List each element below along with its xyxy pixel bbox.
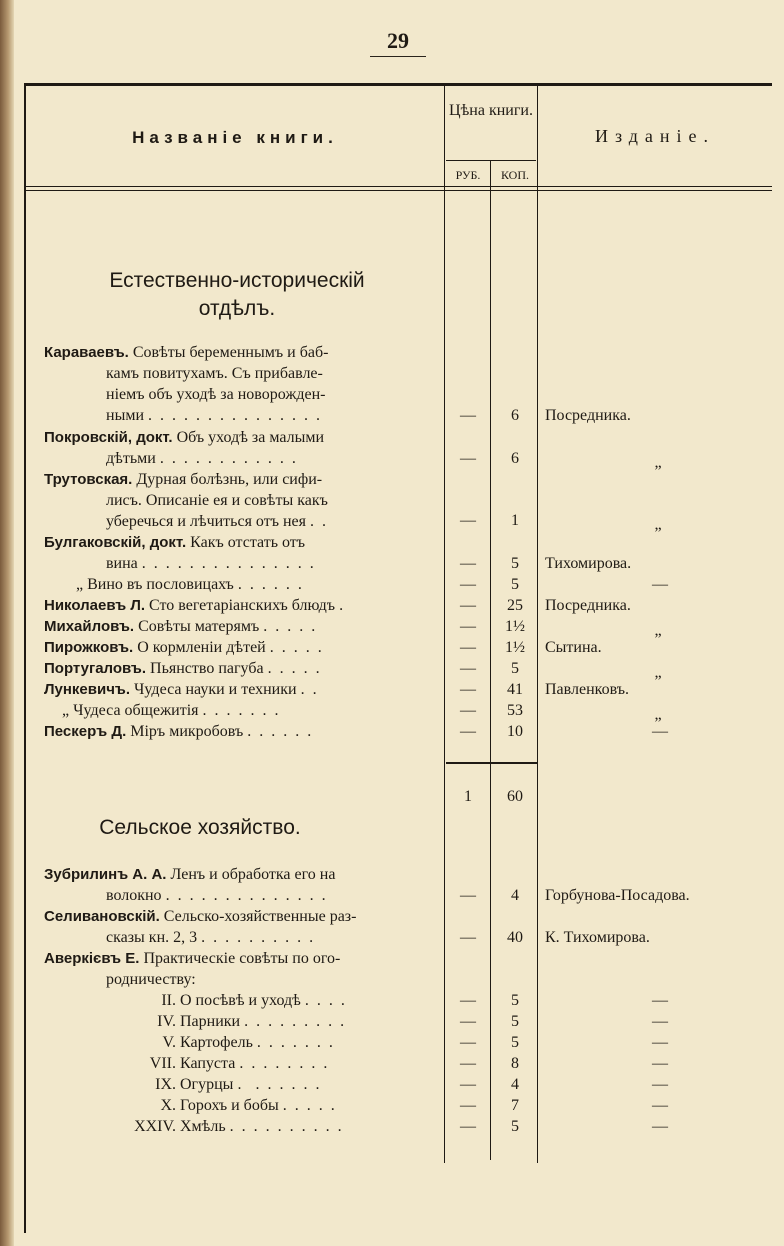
price-rub: —	[460, 618, 476, 635]
section-title-line1: Естественно-историческій	[109, 269, 365, 292]
publisher: —	[652, 1118, 668, 1135]
price-rub: —	[460, 450, 476, 467]
price-kop: 1	[511, 512, 519, 529]
list-item-trutovskaya: Трутовская. Дурная болѣзнь, или сифи- лисъ. Описаніе ея и совѣты какъ уберечься и лѣчиться отъ нея . .	[44, 471, 328, 530]
sub-item-row: XXIV. Хмѣль . . . . . . . . . .	[134, 1118, 344, 1135]
publisher: —	[652, 723, 668, 740]
publisher: „	[654, 706, 662, 723]
column-header-kop: КОП.	[500, 168, 530, 182]
price-rub: —	[460, 992, 476, 1009]
price-rub: —	[460, 639, 476, 656]
section-title-line2: отдѣлъ.	[198, 297, 276, 320]
price-kop: 41	[507, 681, 523, 698]
price-kop: 5	[511, 660, 519, 677]
sub-item-row: X. Горохъ и бобы . . . . .	[160, 1097, 337, 1114]
publisher: „	[654, 664, 662, 681]
publisher: К. Тихомирова.	[545, 929, 650, 946]
list-item-bulgakovsky: Булгаковскій, докт. Какъ отстать отъ вина . . . . . . . . . . . . . . .	[44, 534, 316, 572]
price-rub: —	[460, 702, 476, 719]
table-top-rule	[24, 83, 772, 86]
price-kop: 7	[511, 1097, 519, 1114]
price-rub: —	[460, 929, 476, 946]
price-kop: 1½	[505, 639, 525, 656]
price-kop: 40	[507, 929, 523, 946]
list-item-pirozhkov: Пирожковъ. О кормленіи дѣтей . . . . .	[44, 639, 324, 656]
column-rule-rub	[490, 160, 491, 1160]
table-left-rule	[24, 83, 26, 1233]
publisher: Павленковъ.	[545, 681, 630, 698]
price-kop: 5	[511, 576, 519, 593]
section-total-kop: 60	[507, 788, 523, 805]
publisher: Тихомирова.	[545, 555, 632, 572]
publisher: —	[652, 1097, 668, 1114]
price-kop: 4	[511, 887, 519, 904]
list-item-selivanovsky: Селивановскій. Сельско-хозяйственные раз- сказы кн. 2, 3 . . . . . . . . . .	[44, 908, 357, 946]
price-kop: 5	[511, 1034, 519, 1051]
price-rub: —	[460, 681, 476, 698]
price-kop: 4	[511, 1076, 519, 1093]
list-item-lunkevich: Лункевичъ. Чудеса науки и техники . .	[44, 681, 319, 698]
price-rub: —	[460, 1034, 476, 1051]
price-subheader-rule	[446, 160, 536, 161]
publisher: —	[652, 1034, 668, 1051]
list-item-pesker: Пескеръ Д. Міръ микробовъ . . . . . .	[44, 723, 314, 740]
section-total-rule	[446, 762, 537, 764]
sub-item-row: VII. Капуста . . . . . . . .	[149, 1055, 330, 1072]
column-rule-title	[444, 83, 445, 1163]
price-rub: —	[460, 555, 476, 572]
price-rub: —	[460, 723, 476, 740]
table-header-bottom-rule-2	[24, 190, 772, 191]
list-item-karavaev: Караваевъ. Совѣты беременнымъ и баб- камъ повитухамъ. Съ прибавле- ніемъ объ уходѣ за новорожден- ными . . . . . . . . . . . . . . .	[44, 344, 329, 424]
table-header-bottom-rule	[24, 186, 772, 187]
price-rub: —	[460, 407, 476, 424]
sub-item-row: V. Картофель . . . . . . .	[162, 1034, 335, 1051]
section-title-natural-history	[30, 267, 444, 323]
price-rub: —	[460, 1118, 476, 1135]
section-title-agriculture: Сельское хозяйство.	[99, 816, 301, 839]
price-rub: —	[460, 1013, 476, 1030]
price-kop: 5	[511, 1013, 519, 1030]
publisher: —	[652, 1076, 668, 1093]
publisher: Горбунова-Посадова.	[545, 887, 690, 904]
publisher: Посредника.	[545, 407, 631, 424]
publisher: —	[652, 1013, 668, 1030]
sub-item-row: IV. Парники . . . . . . . . .	[157, 1013, 347, 1030]
publisher: —	[652, 992, 668, 1009]
price-kop: 1½	[505, 618, 525, 635]
publisher: „	[654, 454, 662, 471]
publisher: „	[654, 622, 662, 639]
list-item-nikolaev: Николаевъ Л. Сто вегетаріанскихъ блюдъ .	[44, 597, 346, 614]
list-item-mikhailov: Михайловъ. Совѣты матерямъ . . . . .	[44, 618, 318, 635]
price-rub: —	[460, 512, 476, 529]
price-kop: 6	[511, 450, 519, 467]
price-rub: —	[460, 576, 476, 593]
column-header-rub: РУБ.	[455, 168, 481, 182]
sub-item-row: II. О посѣвѣ и уходѣ . . . .	[161, 992, 347, 1009]
column-header-title: Названіе книги.	[132, 128, 338, 147]
column-header-publisher: Изданіе.	[594, 126, 716, 146]
list-item-averkiev: Аверкієвъ Е. Практическіе совѣты по ого- родничеству:	[44, 950, 341, 988]
publisher: —	[652, 576, 668, 593]
price-rub: —	[460, 1076, 476, 1093]
price-kop: 5	[511, 992, 519, 1009]
price-kop: 10	[507, 723, 523, 740]
column-rule-kop	[537, 83, 538, 1163]
price-rub: —	[460, 887, 476, 904]
list-item-pokrovsky: Покровскій, докт. Объ уходѣ за малыми дѣтьми . . . . . . . . . . . .	[44, 429, 325, 467]
publisher: Сытина.	[545, 639, 602, 656]
price-kop: 25	[507, 597, 523, 614]
book-spine-edge	[0, 0, 14, 1246]
price-rub: —	[460, 1055, 476, 1072]
price-kop: 6	[511, 407, 519, 424]
price-kop: 8	[511, 1055, 519, 1072]
price-rub: —	[460, 660, 476, 677]
list-item-portugalov: Португаловъ. Пьянство пагуба . . . . .	[44, 660, 322, 677]
price-rub: —	[460, 597, 476, 614]
publisher: „	[654, 516, 662, 533]
publisher: —	[652, 1055, 668, 1072]
column-header-price: Цѣна книги.	[449, 102, 533, 119]
list-item-zubrilin: Зубрилинъ А. А. Ленъ и обработка его на волокно . . . . . . . . . . . . . .	[44, 866, 336, 904]
price-kop: 5	[511, 1118, 519, 1135]
publisher: Посредника.	[545, 597, 631, 614]
section-total-rub: 1	[464, 788, 472, 805]
list-item-wine-proverbs: „ Вино въ пословицахъ . . . . . .	[76, 576, 304, 593]
price-kop: 53	[507, 702, 523, 719]
price-rub: —	[460, 1097, 476, 1114]
sub-item-row: IX. Огурцы . . . . . . .	[155, 1076, 322, 1093]
list-item-community-wonders: „ Чудеса общежитія . . . . . . .	[62, 702, 281, 719]
price-kop: 5	[511, 555, 519, 572]
page-number: 29	[370, 28, 426, 57]
